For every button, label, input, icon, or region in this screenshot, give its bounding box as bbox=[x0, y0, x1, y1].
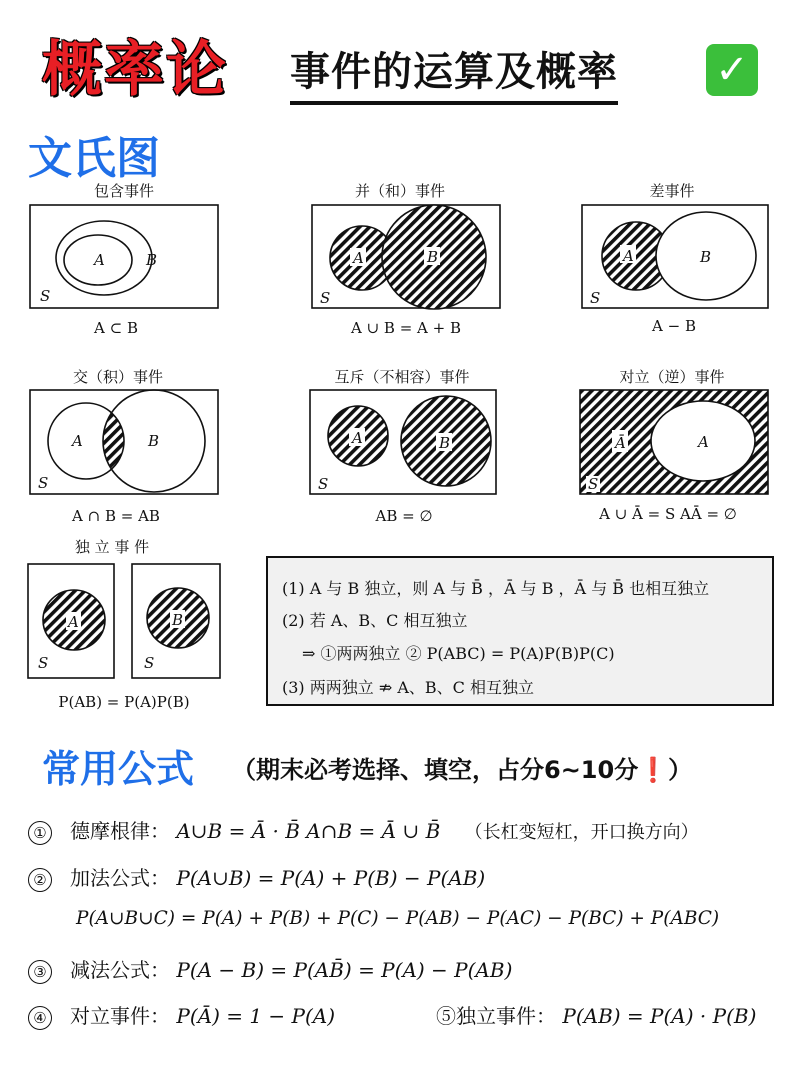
formula-row-complement bbox=[28, 1000, 335, 1030]
row-label: 独立事件： bbox=[456, 1004, 556, 1028]
venn-label: B bbox=[172, 611, 184, 629]
venn-caption: A ∩ B = AB bbox=[72, 507, 160, 525]
venn-label: A bbox=[72, 432, 83, 450]
formula-subheading: （期末必考选择、填空，占分6~10分❗） bbox=[232, 756, 693, 784]
row-number: ④ bbox=[28, 1006, 52, 1030]
venn-label: S bbox=[318, 475, 329, 493]
formula-row-addition-3 bbox=[76, 908, 719, 929]
row-formula: P(Ā) = 1 − P(A) bbox=[176, 1004, 336, 1028]
prop-line-2: (2) 若 A、B、C 相互独立 bbox=[282, 611, 468, 630]
venn-label: S bbox=[38, 654, 49, 672]
venn-caption: AB = ∅ bbox=[375, 507, 433, 525]
row-formula: P(A − B) = P(AB̄) = P(A) − P(AB) bbox=[176, 958, 513, 982]
venn-difference bbox=[582, 182, 768, 335]
venn-caption: A − B bbox=[652, 317, 696, 335]
title-sub: 事件的运算及概率 bbox=[290, 40, 618, 105]
formula-row-subtraction bbox=[28, 954, 512, 984]
venn-title: 对立（逆）事件 bbox=[619, 368, 725, 386]
venn-label: B bbox=[439, 434, 451, 452]
venn-caption: A ∪ B = A + B bbox=[350, 319, 462, 337]
venn-title: 差事件 bbox=[649, 182, 695, 200]
prop-line-1: (1) A 与 B 独立，则 A 与 B̄ ，Ā 与 B ，Ā 与 B̄ 也相互独立 bbox=[282, 579, 710, 598]
venn-title: 并（和）事件 bbox=[354, 182, 446, 200]
formula-heading: 常用公式 bbox=[42, 747, 195, 791]
venn-label: Ā bbox=[615, 434, 626, 452]
venn-caption: A ∪ Ā = S AĀ = ∅ bbox=[599, 505, 737, 523]
row-formula: P(A∪B) = P(A) + P(B) − P(AB) bbox=[176, 866, 486, 890]
venn-caption: P(AB) = P(A)P(B) bbox=[58, 693, 190, 711]
formula-row-demorgan bbox=[28, 815, 699, 845]
venn-title: 互斥（不相容）事件 bbox=[334, 368, 470, 386]
venn-label: A bbox=[352, 429, 363, 447]
venn-title: 交（积）事件 bbox=[72, 368, 164, 386]
venn-union bbox=[312, 182, 500, 337]
row-formula: A∪B = Ā · B̄ A∩B = Ā ∪ B̄ bbox=[176, 819, 441, 843]
venn-label: S bbox=[144, 654, 155, 672]
venn-label: B bbox=[700, 248, 712, 266]
row-label: 对立事件： bbox=[70, 1004, 170, 1028]
venn-label: B bbox=[427, 248, 439, 266]
row-formula: P(AB) = P(A) · P(B) bbox=[562, 1004, 757, 1028]
venn-heading: 文氏图 bbox=[28, 133, 160, 184]
formula-row-independent bbox=[436, 1000, 756, 1029]
venn-label: B bbox=[146, 251, 158, 269]
venn-label: A bbox=[698, 433, 709, 451]
venn-subset bbox=[30, 182, 218, 337]
venn-label: S bbox=[38, 474, 49, 492]
venn-label: A bbox=[623, 247, 634, 265]
row-number: ⑤ bbox=[436, 1004, 456, 1028]
venn-caption: A ⊂ B bbox=[94, 319, 138, 337]
row-note: （长杠变短杠，开口换方向） bbox=[464, 822, 699, 843]
venn-label: A bbox=[353, 249, 364, 267]
prop-line-3: ⇒ ①两两独立 ② P(ABC) = P(A)P(B)P(C) bbox=[302, 644, 615, 663]
row-label: 减法公式： bbox=[70, 958, 170, 982]
prop-line-4: (3) 两两独立 ⇏ A、B、C 相互独立 bbox=[282, 678, 534, 697]
independence-box bbox=[266, 556, 774, 706]
venn-label: S bbox=[588, 475, 599, 493]
venn-title: 独 立 事 件 bbox=[74, 538, 150, 556]
venn-label: S bbox=[590, 289, 601, 307]
venn-label: A bbox=[94, 251, 105, 269]
check-icon: ✓ bbox=[706, 44, 758, 96]
venn-label: S bbox=[320, 289, 331, 307]
row-number: ③ bbox=[28, 960, 52, 984]
row-number: ① bbox=[28, 821, 52, 845]
venn-title: 包含事件 bbox=[93, 182, 155, 200]
venn-intersection bbox=[30, 368, 218, 525]
row-formula: P(A∪B∪C) = P(A) + P(B) + P(C) − P(AB) − P(AC) − P(BC) + P(ABC) bbox=[76, 908, 720, 929]
row-number: ② bbox=[28, 868, 52, 892]
venn-label: B bbox=[148, 432, 160, 450]
title-main: 概率论 bbox=[42, 35, 228, 105]
venn-label: S bbox=[40, 287, 51, 305]
venn-label: A bbox=[68, 613, 79, 631]
venn-independent bbox=[28, 538, 220, 711]
row-label: 加法公式： bbox=[70, 866, 170, 890]
venn-mutually-exclusive bbox=[310, 368, 496, 525]
row-label: 德摩根律： bbox=[70, 819, 170, 843]
formula-row-addition bbox=[28, 862, 485, 892]
venn-complement bbox=[580, 368, 768, 523]
